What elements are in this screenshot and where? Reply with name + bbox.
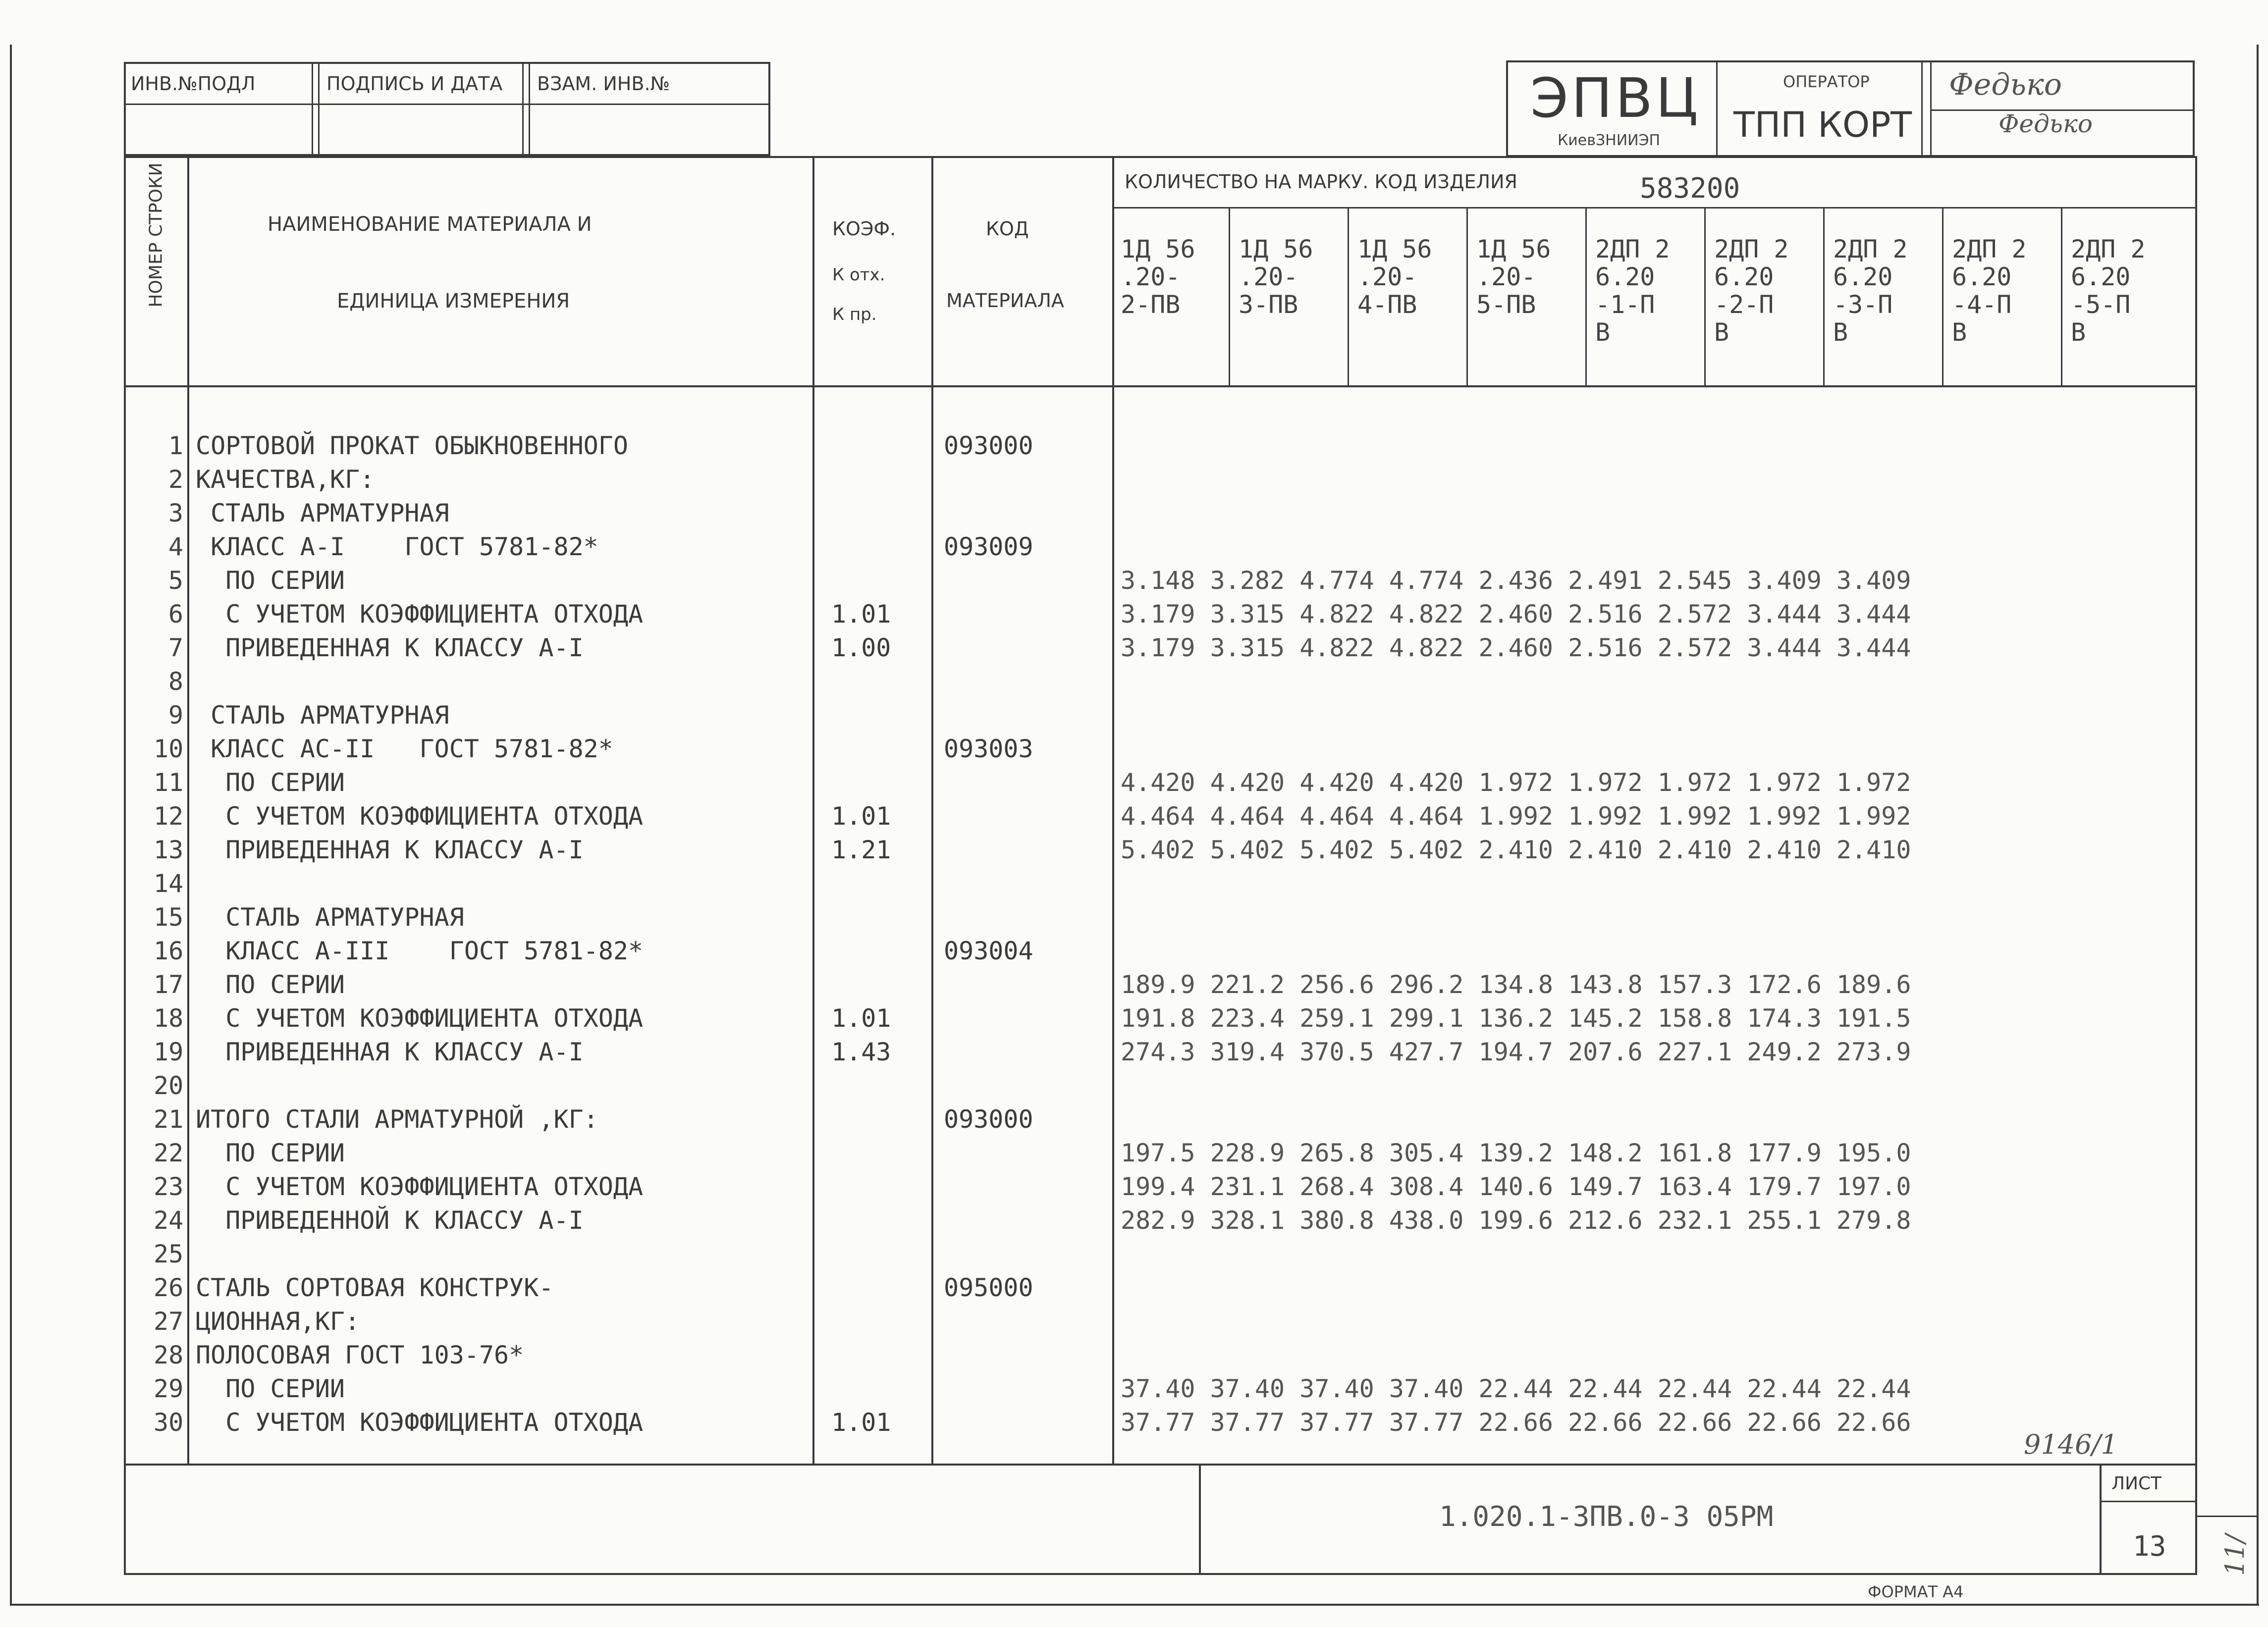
material-name: ПО СЕРИИ <box>196 970 345 999</box>
row-number: 7 <box>168 633 183 662</box>
row-number: 19 <box>154 1038 184 1066</box>
material-name: СТАЛЬ АРМАТУРНАЯ <box>196 499 449 527</box>
row-number: 5 <box>168 566 183 595</box>
coefficient: 1.21 <box>831 836 891 864</box>
row-number: 11 <box>154 768 184 797</box>
row-number: 22 <box>154 1139 184 1167</box>
row-number: 2 <box>168 465 183 494</box>
quantity-header: КОЛИЧЕСТВО НА МАРКУ. КОД ИЗДЕЛИЯ <box>1125 171 1517 193</box>
approval-stamp <box>124 62 770 156</box>
quantity-values: 3.179 3.315 4.822 4.822 2.460 2.516 2.572 3.444 3.444 <box>1121 633 1911 662</box>
row-number: 28 <box>154 1341 184 1369</box>
coefficient: 1.01 <box>831 802 891 831</box>
signature-2: Федько <box>1998 109 2093 138</box>
quantity-values: 189.9 221.2 256.6 296.2 134.8 143.8 157.3 172.6 189.6 <box>1121 970 1911 999</box>
organization-stamp <box>1506 60 2195 157</box>
side-mark: 11/ <box>2220 1534 2250 1576</box>
row-number: 25 <box>154 1240 184 1268</box>
row-number: 8 <box>168 667 183 696</box>
quantity-values: 37.40 37.40 37.40 37.40 22.44 22.44 22.44 22.44 22.44 <box>1121 1374 1911 1403</box>
material-code: 093003 <box>944 735 1033 763</box>
material-name-header-line2: ЕДИНИЦА ИЗМЕРЕНИЯ <box>337 290 570 313</box>
quantity-values: 282.9 328.1 380.8 438.0 199.6 212.6 232.1 255.1 279.8 <box>1121 1206 1911 1235</box>
material-name: С УЧЕТОМ КОЭФФИЦИЕНТА ОТХОДА <box>196 802 644 831</box>
row-number: 21 <box>154 1105 184 1134</box>
row-number: 29 <box>154 1374 184 1403</box>
material-name: ПРИВЕДЕННАЯ К КЛАССУ А-I <box>196 836 584 864</box>
row-number: 3 <box>168 499 183 527</box>
mark-header: 2ДП 2 6.20 -1-П В <box>1595 235 1670 347</box>
operator-name: ТПП КОРТ <box>1733 105 1912 145</box>
material-code: 093000 <box>944 431 1033 460</box>
mark-header: 2ДП 2 6.20 -5-П В <box>2071 235 2146 347</box>
org-logo: ЭПВЦ <box>1530 66 1701 130</box>
material-name: КЛАСС А-I ГОСТ 5781-82* <box>196 532 598 561</box>
material-name: С УЧЕТОМ КОЭФФИЦИЕНТА ОТХОДА <box>196 1004 644 1033</box>
row-number: 15 <box>154 903 184 932</box>
coef-header-2: К отх. <box>832 265 885 285</box>
quantity-values: 3.148 3.282 4.774 4.774 2.436 2.491 2.545 3.409 3.409 <box>1121 566 1911 595</box>
material-name: С УЧЕТОМ КОЭФФИЦИЕНТА ОТХОДА <box>196 600 644 629</box>
inv-podl-label: ИНВ.№ПОДЛ <box>131 73 256 95</box>
operator-label: ОПЕРАТОР <box>1783 72 1870 91</box>
quantity-values: 199.4 231.1 268.4 308.4 140.6 149.7 163.4 179.7 197.0 <box>1121 1172 1911 1201</box>
coef-header-1: КОЭФ. <box>832 218 896 240</box>
quantity-values: 3.179 3.315 4.822 4.822 2.460 2.516 2.572 3.444 3.444 <box>1121 600 1911 629</box>
code-header-2: МАТЕРИАЛА <box>946 290 1064 312</box>
material-name: СОРТОВОЙ ПРОКАТ ОБЫКНОВЕННОГО <box>196 431 628 460</box>
material-name: ПО СЕРИИ <box>196 1374 345 1403</box>
material-name-header-line1: НАИМЕНОВАНИЕ МАТЕРИАЛА И <box>268 213 592 236</box>
material-name: ПРИВЕДЕННАЯ К КЛАССУ А-I <box>196 1038 584 1066</box>
material-name: ПОЛОСОВАЯ ГОСТ 103-76* <box>196 1341 524 1369</box>
material-name: КЛАСС А-III ГОСТ 5781-82* <box>196 937 644 965</box>
org-subtitle: КиевЗНИИЭП <box>1558 132 1661 149</box>
row-number: 10 <box>154 735 184 763</box>
row-number: 6 <box>168 600 183 629</box>
row-number: 9 <box>168 701 183 730</box>
coefficient: 1.01 <box>831 600 891 629</box>
material-name: ПО СЕРИИ <box>196 768 345 797</box>
row-number: 18 <box>154 1004 184 1033</box>
mark-header: 1Д 56 .20- 3-ПВ <box>1239 235 1313 319</box>
coefficient: 1.43 <box>831 1038 891 1066</box>
mark-header: 2ДП 2 6.20 -3-П В <box>1833 235 1908 347</box>
row-number: 4 <box>168 532 183 561</box>
row-number: 1 <box>168 431 183 460</box>
row-number: 30 <box>154 1408 184 1437</box>
row-number: 20 <box>154 1071 184 1100</box>
material-name: СТАЛЬ СОРТОВАЯ КОНСТРУК- <box>196 1273 554 1302</box>
material-code: 093009 <box>944 532 1033 561</box>
coefficient: 1.01 <box>831 1408 891 1437</box>
mark-header: 1Д 56 .20- 2-ПВ <box>1121 235 1195 319</box>
mark-header: 1Д 56 .20- 5-ПВ <box>1476 235 1551 319</box>
row-number: 23 <box>154 1172 184 1201</box>
signature-1: Федько <box>1949 67 2062 102</box>
material-code: 095000 <box>944 1273 1033 1302</box>
row-number: 26 <box>154 1273 184 1302</box>
mark-header: 1Д 56 .20- 4-ПВ <box>1357 235 1432 319</box>
material-name: С УЧЕТОМ КОЭФФИЦИЕНТА ОТХОДА <box>196 1408 644 1437</box>
row-number: 13 <box>154 836 184 864</box>
quantity-values: 5.402 5.402 5.402 5.402 2.410 2.410 2.410 2.410 2.410 <box>1121 836 1911 864</box>
row-number: 16 <box>154 937 184 965</box>
row-number: 14 <box>154 869 184 898</box>
vzam-inv-label: ВЗАМ. ИНВ.№ <box>537 73 670 95</box>
sheet-label: ЛИСТ <box>2111 1473 2162 1494</box>
material-name: КЛАСС АС-II ГОСТ 5781-82* <box>196 735 613 763</box>
code-header-1: КОД <box>986 218 1029 240</box>
product-code: 583200 <box>1640 172 1740 205</box>
coefficient: 1.01 <box>831 1004 891 1033</box>
material-name: КАЧЕСТВА,КГ: <box>196 465 375 494</box>
row-number-header: НОМЕР СТРОКИ <box>146 162 166 308</box>
coef-header-3: К пр. <box>832 305 877 324</box>
row-number: 12 <box>154 802 184 831</box>
material-name: С УЧЕТОМ КОЭФФИЦИЕНТА ОТХОДА <box>196 1172 644 1201</box>
row-number: 24 <box>154 1206 184 1235</box>
document-code: 1.020.1-3ПВ.0-3 05РМ <box>1439 1501 1774 1533</box>
mark-header: 2ДП 2 6.20 -4-П В <box>1952 235 2027 347</box>
quantity-values: 4.464 4.464 4.464 4.464 1.992 1.992 1.992 1.992 1.992 <box>1121 802 1911 831</box>
sheet-number: 13 <box>2133 1530 2166 1563</box>
mark-header: 2ДП 2 6.20 -2-П В <box>1714 235 1789 347</box>
quantity-values: 37.77 37.77 37.77 37.77 22.66 22.66 22.66 22.66 22.66 <box>1121 1408 1911 1437</box>
material-name: ПО СЕРИИ <box>196 1139 345 1167</box>
coefficient: 1.00 <box>831 633 891 662</box>
material-code: 093000 <box>944 1105 1033 1134</box>
handwritten-number: 9146/1 <box>2024 1429 2118 1460</box>
quantity-values: 4.420 4.420 4.420 4.420 1.972 1.972 1.972 1.972 1.972 <box>1121 768 1911 797</box>
row-number: 17 <box>154 970 184 999</box>
podpis-data-label: ПОДПИСЬ И ДАТА <box>326 73 503 95</box>
material-name: СТАЛЬ АРМАТУРНАЯ <box>196 903 464 932</box>
material-name: ПО СЕРИИ <box>196 566 345 595</box>
format-label: ФОРМАТ А4 <box>1868 1582 1964 1601</box>
quantity-values: 191.8 223.4 259.1 299.1 136.2 145.2 158.8 174.3 191.5 <box>1121 1004 1911 1033</box>
quantity-values: 274.3 319.4 370.5 427.7 194.7 207.6 227.1 249.2 273.9 <box>1121 1038 1911 1066</box>
row-number: 27 <box>154 1307 184 1336</box>
material-name: ПРИВЕДЕННОЙ К КЛАССУ А-I <box>196 1206 584 1235</box>
material-code: 093004 <box>944 937 1033 965</box>
material-name: ЦИОННАЯ,КГ: <box>196 1307 360 1336</box>
material-name: ИТОГО СТАЛИ АРМАТУРНОЙ ,КГ: <box>196 1105 598 1134</box>
material-name: ПРИВЕДЕННАЯ К КЛАССУ А-I <box>196 633 584 662</box>
quantity-values: 197.5 228.9 265.8 305.4 139.2 148.2 161.8 177.9 195.0 <box>1121 1139 1911 1167</box>
material-name: СТАЛЬ АРМАТУРНАЯ <box>196 701 449 730</box>
